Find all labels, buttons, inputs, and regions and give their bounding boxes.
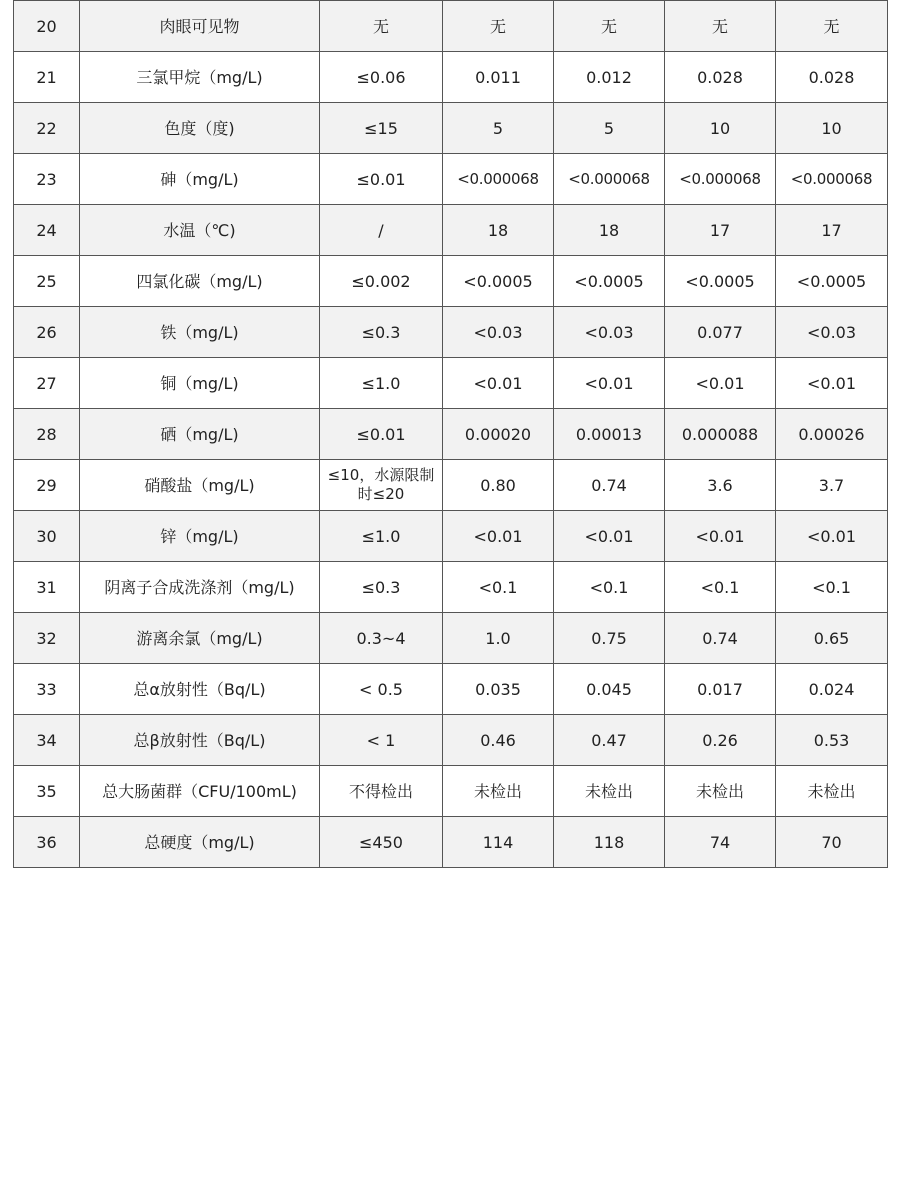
row-number-cell: 29	[14, 460, 80, 511]
row-number-cell: 28	[14, 409, 80, 460]
sample-3-value-cell: <0.01	[665, 511, 776, 562]
sample-3-value-cell: 10	[665, 103, 776, 154]
sample-2-value-cell: <0.01	[554, 358, 665, 409]
sample-4-value-cell: <0.0005	[776, 256, 888, 307]
row-number-cell: 25	[14, 256, 80, 307]
sample-4-value-cell: 3.7	[776, 460, 888, 511]
sample-4-value-cell: 无	[776, 1, 888, 52]
standard-limit-cell: ≤0.3	[320, 562, 443, 613]
sample-1-value-cell: <0.01	[443, 358, 554, 409]
indicator-name-cell: 肉眼可见物	[80, 1, 320, 52]
indicator-name-cell: 锌（mg/L)	[80, 511, 320, 562]
sample-1-value-cell: 114	[443, 817, 554, 868]
table-row	[14, 307, 888, 358]
indicator-name-cell: 总大肠菌群（CFU/100mL)	[80, 766, 320, 817]
indicator-name-cell: 铁（mg/L)	[80, 307, 320, 358]
sample-2-value-cell: <0.01	[554, 511, 665, 562]
row-number-cell: 24	[14, 205, 80, 256]
sample-4-value-cell: <0.000068	[776, 154, 888, 205]
row-number-cell: 31	[14, 562, 80, 613]
sample-4-value-cell: 70	[776, 817, 888, 868]
sample-2-value-cell: 0.74	[554, 460, 665, 511]
indicator-name-cell: 三氯甲烷（mg/L)	[80, 52, 320, 103]
row-number-cell: 20	[14, 1, 80, 52]
sample-3-value-cell: 0.74	[665, 613, 776, 664]
sample-4-value-cell: 10	[776, 103, 888, 154]
table-row	[14, 409, 888, 460]
indicator-name-cell: 四氯化碳（mg/L)	[80, 256, 320, 307]
row-number-cell: 26	[14, 307, 80, 358]
sample-2-value-cell: <0.03	[554, 307, 665, 358]
table-body	[14, 1, 888, 868]
water-quality-table	[13, 0, 888, 868]
indicator-name-cell: 总β放射性（Bq/L)	[80, 715, 320, 766]
standard-limit-cell: ≤1.0	[320, 511, 443, 562]
row-number-cell: 35	[14, 766, 80, 817]
sample-4-value-cell: <0.01	[776, 511, 888, 562]
table-row	[14, 154, 888, 205]
standard-limit-cell: ≤0.01	[320, 409, 443, 460]
sample-1-value-cell: <0.1	[443, 562, 554, 613]
sample-3-value-cell: <0.01	[665, 358, 776, 409]
indicator-name-cell: 铜（mg/L)	[80, 358, 320, 409]
standard-limit-cell: < 0.5	[320, 664, 443, 715]
sample-4-value-cell: <0.01	[776, 358, 888, 409]
indicator-name-cell: 总α放射性（Bq/L)	[80, 664, 320, 715]
indicator-name-cell: 阴离子合成洗涤剂（mg/L)	[80, 562, 320, 613]
table-row	[14, 358, 888, 409]
standard-limit-cell: ≤10，水源限制时≤20	[320, 460, 443, 511]
standard-limit-cell: 不得检出	[320, 766, 443, 817]
sample-3-value-cell: <0.000068	[665, 154, 776, 205]
row-number-cell: 21	[14, 52, 80, 103]
table-row	[14, 511, 888, 562]
standard-limit-cell: ≤15	[320, 103, 443, 154]
sample-2-value-cell: 0.47	[554, 715, 665, 766]
standard-limit-cell: ≤0.002	[320, 256, 443, 307]
standard-limit-cell: ≤450	[320, 817, 443, 868]
water-quality-table-container	[13, 0, 887, 868]
standard-limit-cell: ≤0.3	[320, 307, 443, 358]
sample-3-value-cell: 0.26	[665, 715, 776, 766]
table-row	[14, 460, 888, 511]
sample-1-value-cell: <0.01	[443, 511, 554, 562]
sample-4-value-cell: 0.65	[776, 613, 888, 664]
table-row	[14, 562, 888, 613]
indicator-name-cell: 色度（度)	[80, 103, 320, 154]
sample-1-value-cell: 0.00020	[443, 409, 554, 460]
table-row	[14, 1, 888, 52]
sample-2-value-cell: <0.0005	[554, 256, 665, 307]
standard-limit-cell: ≤0.01	[320, 154, 443, 205]
indicator-name-cell: 砷（mg/L)	[80, 154, 320, 205]
sample-2-value-cell: 0.012	[554, 52, 665, 103]
row-number-cell: 22	[14, 103, 80, 154]
sample-3-value-cell: 0.000088	[665, 409, 776, 460]
sample-1-value-cell: <0.000068	[443, 154, 554, 205]
sample-2-value-cell: 5	[554, 103, 665, 154]
standard-limit-cell: < 1	[320, 715, 443, 766]
table-row	[14, 52, 888, 103]
standard-limit-cell: /	[320, 205, 443, 256]
sample-3-value-cell: 未检出	[665, 766, 776, 817]
row-number-cell: 32	[14, 613, 80, 664]
sample-2-value-cell: 未检出	[554, 766, 665, 817]
row-number-cell: 27	[14, 358, 80, 409]
sample-2-value-cell: 0.75	[554, 613, 665, 664]
sample-1-value-cell: 18	[443, 205, 554, 256]
indicator-name-cell: 硒（mg/L)	[80, 409, 320, 460]
row-number-cell: 34	[14, 715, 80, 766]
row-number-cell: 36	[14, 817, 80, 868]
sample-2-value-cell: <0.000068	[554, 154, 665, 205]
table-row	[14, 256, 888, 307]
sample-1-value-cell: <0.0005	[443, 256, 554, 307]
table-row	[14, 103, 888, 154]
indicator-name-cell: 硝酸盐（mg/L)	[80, 460, 320, 511]
sample-1-value-cell: 无	[443, 1, 554, 52]
sample-3-value-cell: 17	[665, 205, 776, 256]
standard-limit-cell: ≤1.0	[320, 358, 443, 409]
table-row	[14, 817, 888, 868]
sample-1-value-cell: <0.03	[443, 307, 554, 358]
sample-3-value-cell: 0.077	[665, 307, 776, 358]
sample-4-value-cell: 未检出	[776, 766, 888, 817]
sample-1-value-cell: 未检出	[443, 766, 554, 817]
sample-4-value-cell: 17	[776, 205, 888, 256]
standard-limit-cell: 无	[320, 1, 443, 52]
sample-3-value-cell: <0.1	[665, 562, 776, 613]
sample-3-value-cell: <0.0005	[665, 256, 776, 307]
sample-4-value-cell: <0.1	[776, 562, 888, 613]
sample-1-value-cell: 5	[443, 103, 554, 154]
sample-2-value-cell: 0.045	[554, 664, 665, 715]
sample-3-value-cell: 74	[665, 817, 776, 868]
table-row	[14, 664, 888, 715]
table-row	[14, 613, 888, 664]
table-row	[14, 715, 888, 766]
standard-limit-cell: 0.3~4	[320, 613, 443, 664]
sample-1-value-cell: 1.0	[443, 613, 554, 664]
standard-limit-cell: ≤0.06	[320, 52, 443, 103]
sample-3-value-cell: 无	[665, 1, 776, 52]
indicator-name-cell: 游离余氯（mg/L)	[80, 613, 320, 664]
sample-3-value-cell: 3.6	[665, 460, 776, 511]
sample-2-value-cell: 18	[554, 205, 665, 256]
sample-4-value-cell: 0.00026	[776, 409, 888, 460]
indicator-name-cell: 总硬度（mg/L)	[80, 817, 320, 868]
table-row	[14, 205, 888, 256]
sample-4-value-cell: <0.03	[776, 307, 888, 358]
row-number-cell: 23	[14, 154, 80, 205]
row-number-cell: 30	[14, 511, 80, 562]
sample-1-value-cell: 0.035	[443, 664, 554, 715]
sample-2-value-cell: <0.1	[554, 562, 665, 613]
sample-4-value-cell: 0.028	[776, 52, 888, 103]
sample-1-value-cell: 0.80	[443, 460, 554, 511]
sample-4-value-cell: 0.024	[776, 664, 888, 715]
indicator-name-cell: 水温（℃)	[80, 205, 320, 256]
sample-3-value-cell: 0.028	[665, 52, 776, 103]
sample-3-value-cell: 0.017	[665, 664, 776, 715]
sample-4-value-cell: 0.53	[776, 715, 888, 766]
row-number-cell: 33	[14, 664, 80, 715]
table-row	[14, 766, 888, 817]
sample-1-value-cell: 0.011	[443, 52, 554, 103]
sample-2-value-cell: 无	[554, 1, 665, 52]
sample-2-value-cell: 118	[554, 817, 665, 868]
sample-2-value-cell: 0.00013	[554, 409, 665, 460]
sample-1-value-cell: 0.46	[443, 715, 554, 766]
